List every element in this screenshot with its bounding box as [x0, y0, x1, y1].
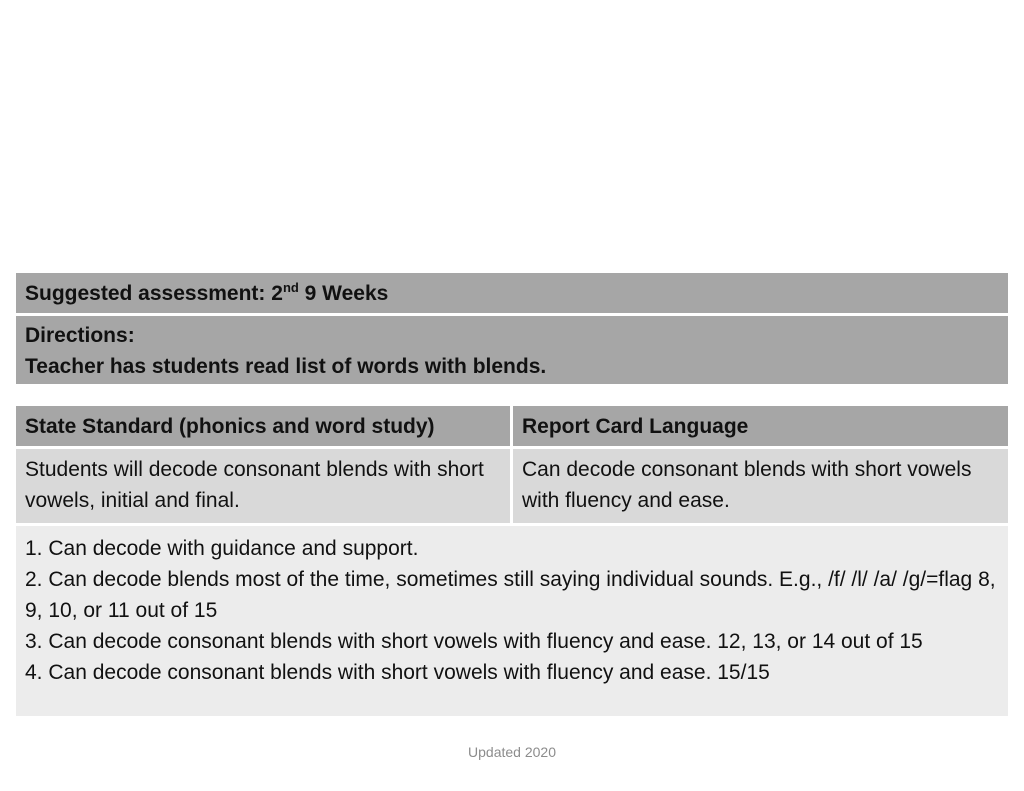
- directions-text: Teacher has students read list of words with blends.: [25, 355, 547, 378]
- rubric-level-1: 1. Can decode with guidance and support.: [25, 537, 419, 560]
- assessment-label: [25, 278, 388, 309]
- assessment-label-sup: nd: [282, 279, 299, 295]
- assessment-label-prefix: Suggested assessment: 2: [25, 281, 283, 305]
- rubric-cell: [16, 526, 1008, 716]
- header-state-standard: State Standard (phonics and word study): [16, 406, 510, 446]
- standards-header-row: [16, 406, 1008, 446]
- rubric-level-4: 4. Can decode consonant blends with short vowels with fluency and ease. 15/15: [25, 661, 770, 684]
- cell-state-standard: Students will decode consonant blends with short vowels, initial and final.: [16, 449, 510, 523]
- directions-row: [16, 316, 1008, 384]
- rubric-level-3: 3. Can decode consonant blends with short vowels with fluency and ease. 12, 13, or 14 out of 15: [25, 630, 923, 653]
- standards-body-row: [16, 449, 1008, 523]
- standards-table: [16, 406, 1008, 716]
- footer-text: Updated 2020: [468, 744, 556, 760]
- header-report-card-language: Report Card Language: [513, 406, 1008, 446]
- assessment-table: [16, 273, 1008, 384]
- assessment-label-suffix: 9 Weeks: [298, 281, 389, 305]
- directions-heading: Directions:: [25, 324, 135, 347]
- assessment-header-row: [16, 273, 1008, 313]
- cell-report-card-language: Can decode consonant blends with short vowels with fluency and ease.: [513, 449, 1008, 523]
- rubric-level-2: 2. Can decode blends most of the time, sometimes still saying individual sounds. E.g., /f/ /l/ /a/ /g/=flag 8, 9, 10, or 11 out of 15: [25, 568, 996, 622]
